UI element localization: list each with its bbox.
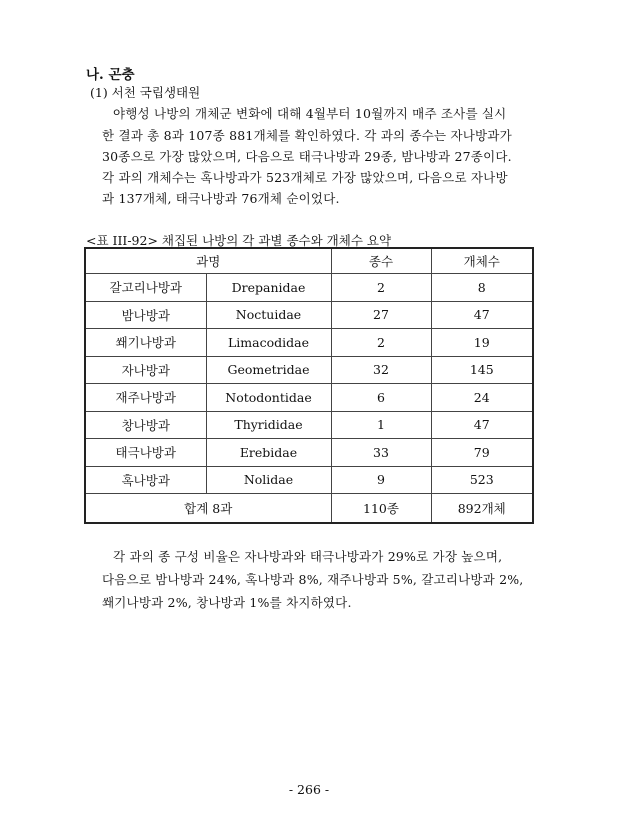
paragraph-line: 각 과의 개체수는 혹나방과가 523개체로 가장 많았으며, 다음으로 자나방: [102, 170, 508, 185]
paragraph-line: 한 결과 총 8과 107종 881개체를 확인하였다. 각 과의 종수는 자나방과가: [102, 128, 512, 143]
cell-individuals: 523: [431, 466, 533, 494]
paragraph-line: 야행성 나방의 개체군 변화에 대해 4월부터 10월까지 매주 조사를 실시: [113, 106, 507, 121]
table-row: [85, 411, 533, 439]
table-header-row: [85, 248, 533, 274]
cell-latin: Thyrididae: [206, 411, 331, 439]
paragraph-line: 쐐기나방과 2%, 창나방과 1%를 차지하였다.: [102, 595, 352, 610]
total-species: 110종: [331, 494, 431, 524]
cell-individuals: 24: [431, 384, 533, 412]
header-individuals: 개체수: [431, 248, 533, 274]
table-row: [85, 384, 533, 412]
cell-individuals: 47: [431, 411, 533, 439]
cell-latin: Erebidae: [206, 439, 331, 467]
cell-korean: 혹나방과: [85, 466, 206, 494]
cell-species: 33: [331, 439, 431, 467]
cell-individuals: 79: [431, 439, 533, 467]
cell-latin: Drepanidae: [206, 274, 331, 302]
cell-latin: Noctuidae: [206, 301, 331, 329]
table-row: [85, 466, 533, 494]
cell-individuals: 8: [431, 274, 533, 302]
table-row: [85, 356, 533, 384]
cell-korean: 밤나방과: [85, 301, 206, 329]
cell-korean: 쐐기나방과: [85, 329, 206, 357]
table-row: [85, 274, 533, 302]
header-family: 과명: [85, 248, 331, 274]
table-total-row: [85, 494, 533, 524]
cell-korean: 태극나방과: [85, 439, 206, 467]
section-heading: 나. 곤충: [86, 67, 135, 83]
paragraph-line: 30종으로 가장 많았으며, 다음으로 태극나방과 29종, 밤나방과 27종이다.: [102, 149, 512, 164]
cell-individuals: 145: [431, 356, 533, 384]
cell-individuals: 19: [431, 329, 533, 357]
cell-species: 1: [331, 411, 431, 439]
cell-species: 9: [331, 466, 431, 494]
cell-korean: 창나방과: [85, 411, 206, 439]
cell-korean: 갈고리나방과: [85, 274, 206, 302]
table-caption: <표 III-92> 채집된 나방의 각 과별 종수와 개체수 요약: [86, 233, 392, 248]
cell-latin: Nolidae: [206, 466, 331, 494]
paragraph-line: 다음으로 밤나방과 24%, 혹나방과 8%, 재주나방과 5%, 갈고리나방과 2%,: [102, 572, 524, 587]
cell-latin: Geometridae: [206, 356, 331, 384]
cell-korean: 자나방과: [85, 356, 206, 384]
total-individuals: 892개체: [431, 494, 533, 524]
cell-korean: 재주나방과: [85, 384, 206, 412]
cell-species: 2: [331, 274, 431, 302]
cell-species: 32: [331, 356, 431, 384]
moth-family-table: [84, 247, 534, 524]
paragraph-line: 과 137개체, 태극나방과 76개체 순이었다.: [102, 191, 340, 206]
subsection-heading: (1) 서천 국립생태원: [90, 85, 201, 100]
table-row: [85, 301, 533, 329]
cell-species: 2: [331, 329, 431, 357]
cell-individuals: 47: [431, 301, 533, 329]
cell-latin: Limacodidae: [206, 329, 331, 357]
header-species: 종수: [331, 248, 431, 274]
cell-species: 6: [331, 384, 431, 412]
total-label: 합계 8과: [85, 494, 331, 524]
paragraph-line: 각 과의 종 구성 비율은 자나방과와 태극나방과가 29%로 가장 높으며,: [113, 549, 503, 564]
table-row: [85, 439, 533, 467]
cell-latin: Notodontidae: [206, 384, 331, 412]
page-number: - 266 -: [288, 782, 330, 797]
table-row: [85, 329, 533, 357]
cell-species: 27: [331, 301, 431, 329]
